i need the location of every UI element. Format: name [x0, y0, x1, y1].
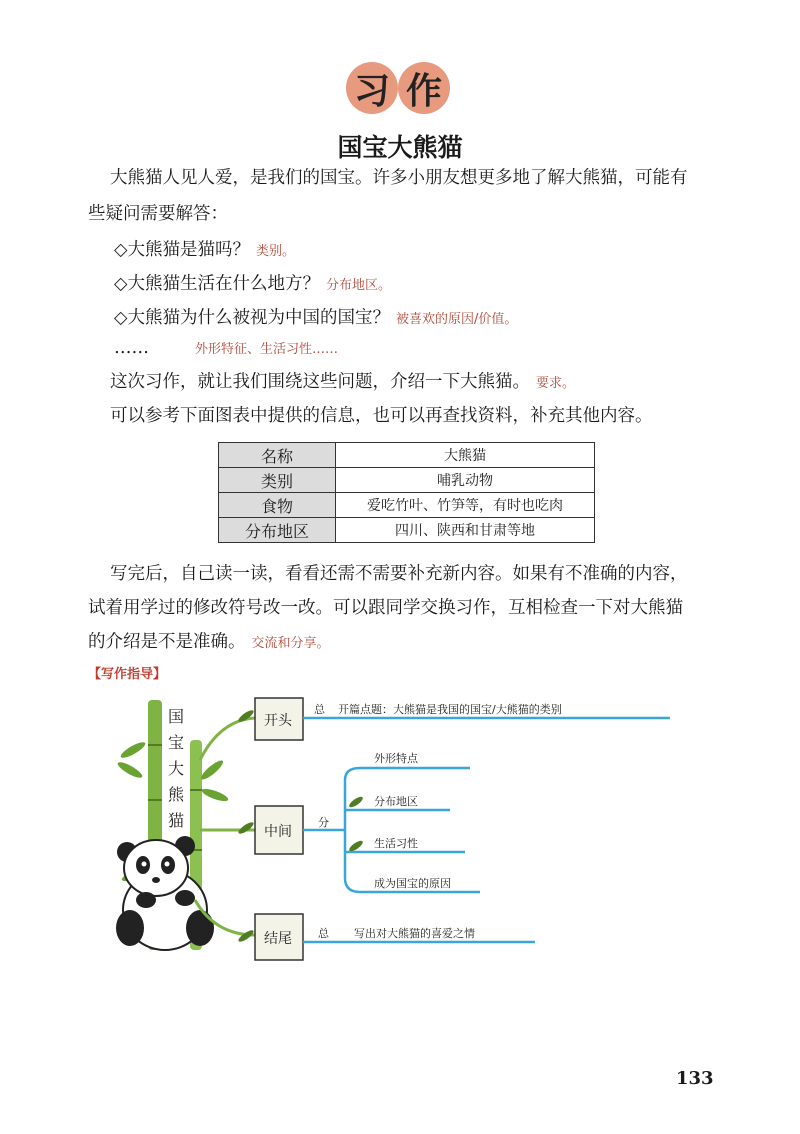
vertical-title-char: 熊 [168, 785, 185, 804]
after-text: 的介绍是不是准确。 [88, 632, 246, 652]
section-tag: 总 [314, 703, 325, 716]
page-number: 133 [676, 1068, 714, 1089]
reference-line: 可以参考下面图表中提供的信息，也可以再查找资料，补充其他内容。 [110, 406, 653, 426]
after-note: 交流和分享。 [251, 636, 330, 651]
question-text: ◇大熊猫为什么被视为中国的国宝？ [114, 308, 390, 328]
guide-lines [303, 718, 670, 942]
opening-text: 开篇点题：大熊猫是我国的国宝/大熊猫的类别 [338, 703, 562, 716]
table-value: 爱吃竹叶、竹笋等，有时也吃肉 [336, 493, 595, 518]
middle-item: 生活习性 [374, 837, 418, 850]
ellipsis: …… [114, 338, 149, 358]
table-label: 类别 [219, 468, 336, 493]
intro-line-2: 些疑问需要解答： [88, 204, 228, 224]
diagram-vertical-title [168, 707, 185, 830]
after-line-1: 写完后，自己读一读，看看还需不需要补充新内容。如果有不准确的内容， [110, 564, 688, 584]
writing-guide-label: 【写作指导】 [88, 667, 167, 682]
ending-text: 写出对大熊猫的喜爱之情 [354, 927, 475, 940]
table-label: 分布地区 [219, 518, 336, 543]
ellipsis-note: 外形特征、生活习性…… [195, 342, 339, 357]
question-note: 分布地区。 [325, 278, 391, 293]
table-label: 名称 [219, 443, 336, 468]
table-value: 大熊猫 [336, 443, 595, 468]
title-char-1: 习 [346, 62, 398, 114]
section-tag: 分 [318, 816, 329, 829]
section-name-ending: 结尾 [264, 931, 292, 947]
table-label: 食物 [219, 493, 336, 518]
vertical-title-char: 大 [168, 759, 185, 778]
middle-item: 成为国宝的原因 [374, 877, 451, 890]
question-note: 被喜欢的原因/价值。 [395, 312, 518, 327]
task-text: 这次习作，就让我们围绕这些问题，介绍一下大熊猫。 [110, 372, 530, 392]
table-value: 哺乳动物 [336, 468, 595, 493]
after-line-2: 试着用学过的修改符号改一改。可以跟同学交换习作，互相检查一下对大熊猫 [88, 598, 683, 618]
vertical-title-char: 宝 [168, 733, 185, 752]
vertical-title-char: 猫 [168, 811, 185, 830]
table-value: 四川、陕西和甘肃等地 [336, 518, 595, 543]
section-name-opening: 开头 [264, 713, 292, 729]
task-note: 要求。 [536, 376, 576, 391]
middle-item: 外形特点 [374, 752, 418, 765]
question-text: ◇大熊猫是猫吗？ [114, 240, 250, 260]
title-char-2: 作 [398, 62, 450, 114]
intro-line-1: 大熊猫人见人爱，是我们的国宝。许多小朋友想更多地了解大熊猫，可能有 [110, 168, 688, 188]
section-tag: 总 [318, 927, 329, 940]
section-name-middle: 中间 [264, 824, 292, 840]
question-text: ◇大熊猫生活在什么地方？ [114, 274, 320, 294]
question-note: 类别。 [255, 244, 295, 259]
page-subtitle: 国宝大熊猫 [337, 133, 463, 162]
middle-item: 分布地区 [374, 795, 418, 808]
vertical-title-char: 国 [168, 707, 185, 726]
